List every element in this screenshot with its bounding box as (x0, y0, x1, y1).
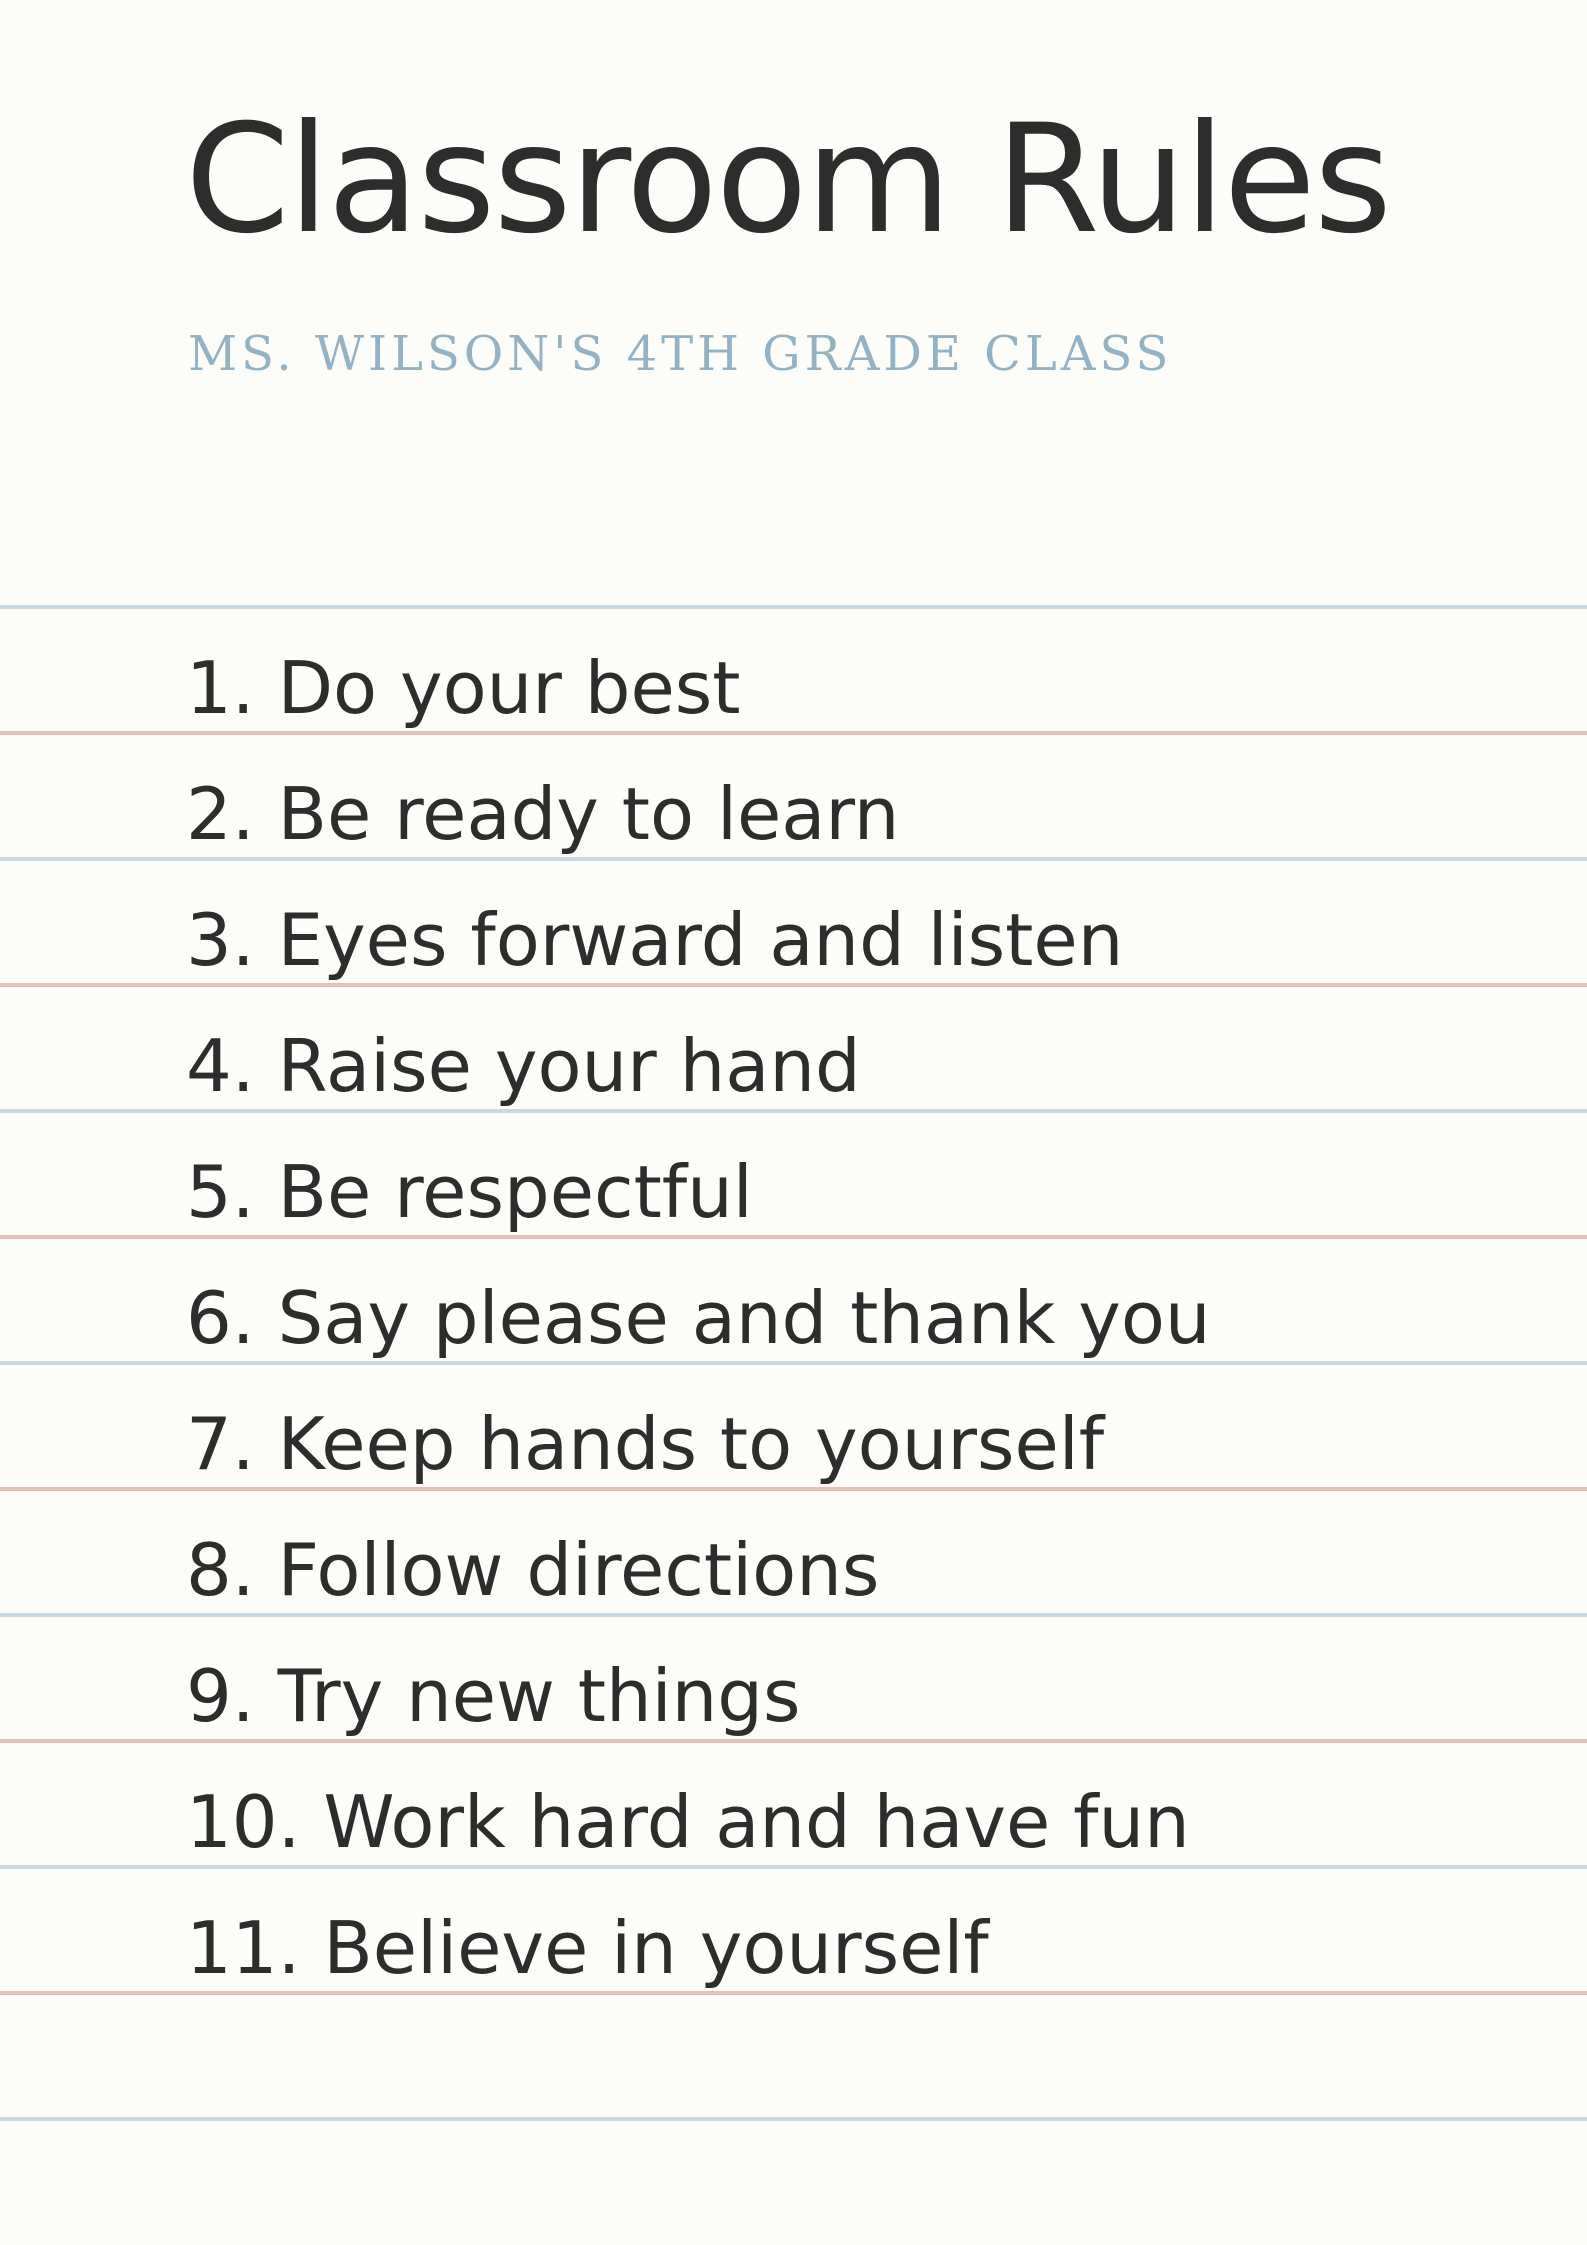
rule-item: 3. Eyes forward and listen (186, 898, 1124, 982)
rule-item: 10. Work hard and have fun (186, 1780, 1190, 1864)
page-title: Classroom Rules (185, 93, 1391, 267)
rule-item: 11. Believe in yourself (186, 1906, 989, 1990)
rule-item: 9. Try new things (186, 1654, 801, 1738)
rule-item: 6. Say please and thank you (186, 1276, 1211, 1360)
class-subtitle: MS. WILSON'S 4TH GRADE CLASS (188, 326, 1173, 382)
rule-item: 1. Do your best (186, 646, 741, 730)
rule-item: 7. Keep hands to yourself (186, 1402, 1105, 1486)
rule-item: 5. Be respectful (186, 1150, 753, 1234)
rule-item: 2. Be ready to learn (186, 772, 900, 856)
rule-item: 4. Raise your hand (186, 1024, 861, 1108)
rule-item: 8. Follow directions (186, 1528, 880, 1612)
